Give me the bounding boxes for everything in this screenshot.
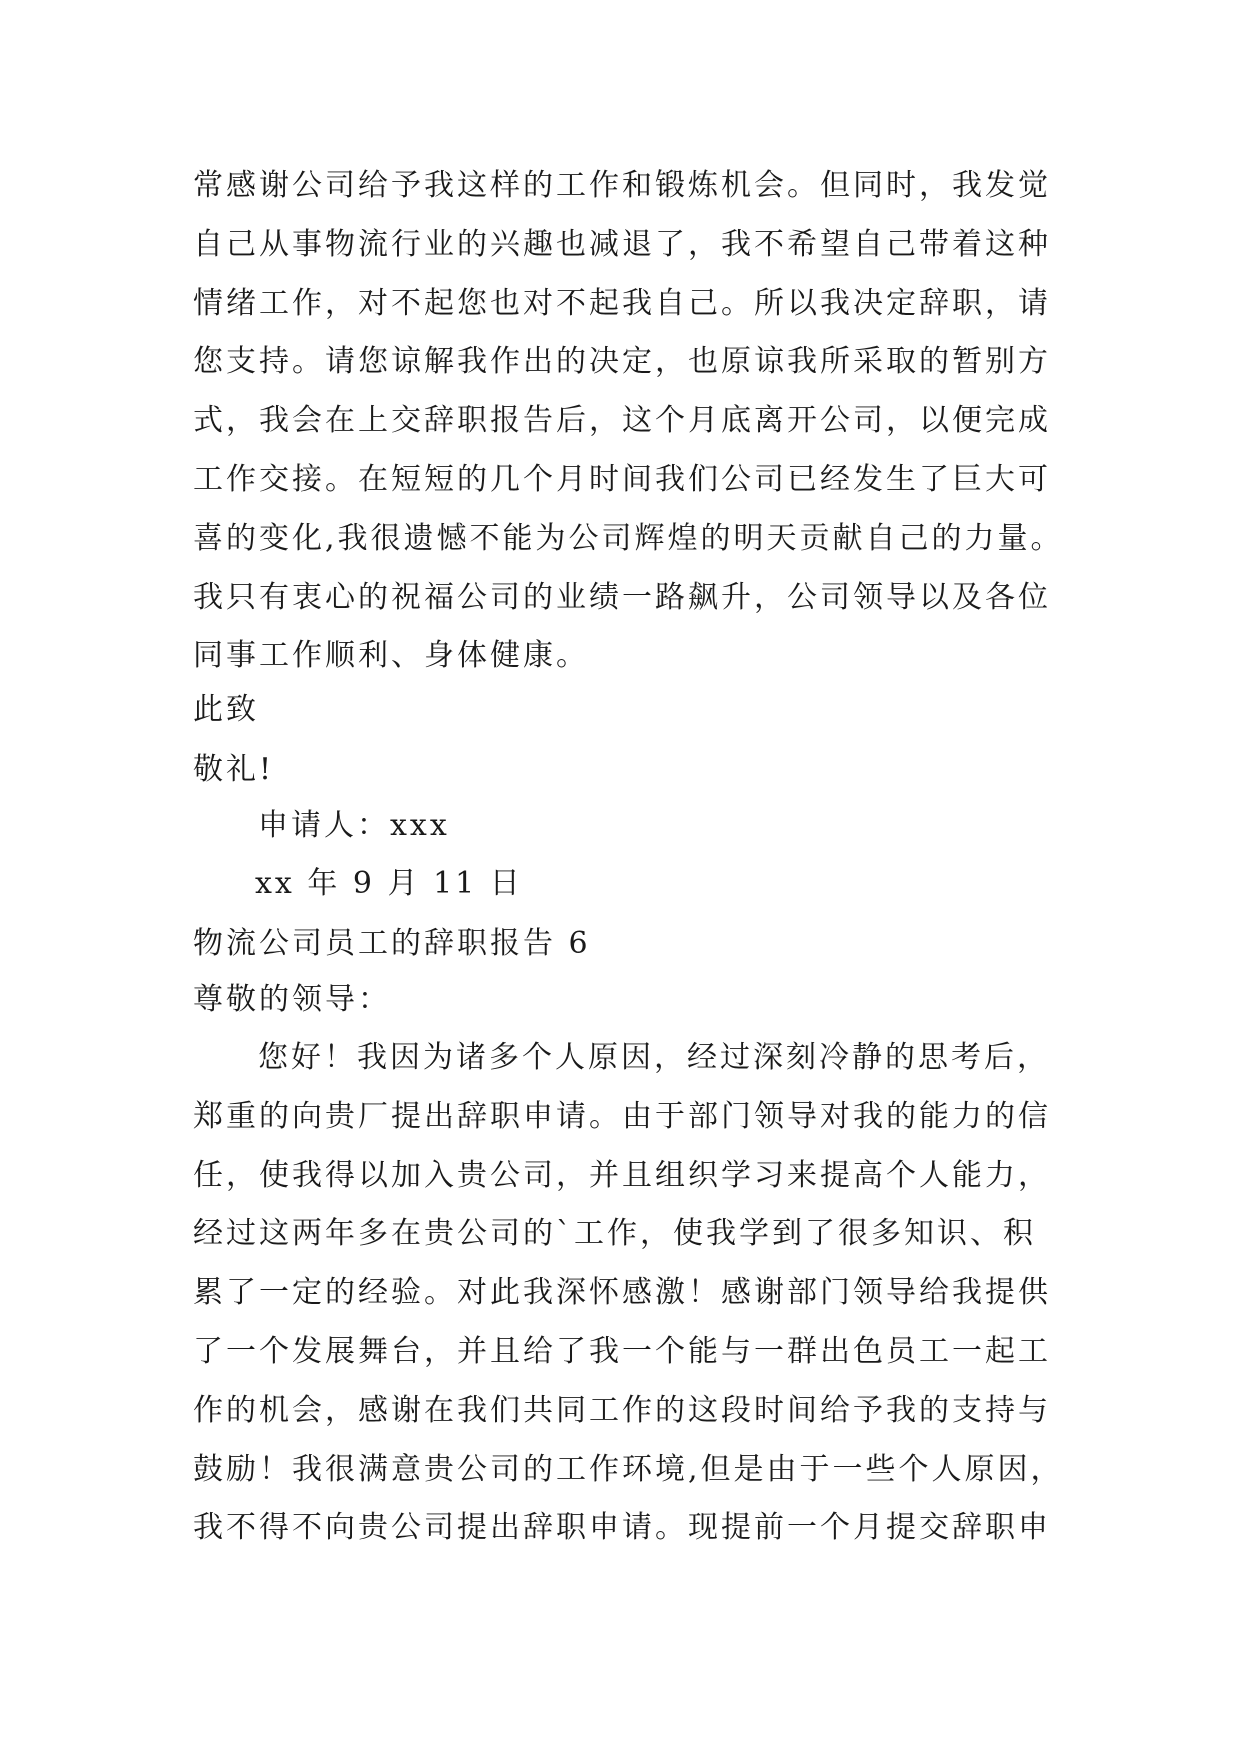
section-title: 物流公司员工的辞职报告 6 [193, 926, 591, 961]
paragraph-line: 常感谢公司给予我这样的工作和锻炼机会。但同时，我发觉 [193, 168, 1051, 203]
paragraph-line: 您支持。请您谅解我作出的决定，也原谅我所采取的暂别方 [193, 344, 1051, 380]
paragraph-line: 式，我会在上交辞职报告后，这个月底离开公司，以便完成 [193, 403, 1051, 439]
paragraph-line: 了一个发展舞台，并且给了我一个能与一群出色员工一起工 [193, 1333, 1051, 1369]
paragraph-line: 任，使我得以加入贵公司，并且组织学习来提高个人能力， [193, 1157, 1051, 1193]
paragraph-line: 我不得不向贵公司提出辞职申请。现提前一个月提交辞职申 [193, 1510, 1051, 1546]
paragraph-line: 自己从事物流行业的兴趣也减退了，我不希望自己带着这种 [193, 226, 1051, 262]
paragraph-line: 作的机会，感谢在我们共同工作的这段时间给予我的支持与 [193, 1392, 1051, 1428]
date-line: xx 年 9 月 11 日 [255, 866, 523, 901]
paragraph-continuation [193, 157, 1064, 686]
paragraph-line: 您好！我因为诸多个人原因，经过深刻冷静的思考后， [258, 1040, 1050, 1075]
resignation-paragraph [193, 1029, 1064, 1558]
paragraph-line: 鼓励！我很满意贵公司的工作环境,但是由于一些个人原因， [193, 1451, 1064, 1487]
paragraph-line: 同事工作顺利、身体健康。 [193, 638, 589, 674]
paragraph-line: 累了一定的经验。对此我深怀感激！感谢部门领导给我提供 [193, 1275, 1051, 1311]
greeting-line: 尊敬的领导： [193, 982, 391, 1017]
paragraph-line: 郑重的向贵厂提出辞职申请。由于部门领导对我的能力的信 [193, 1098, 1051, 1134]
closing-text: 此致 [193, 692, 259, 727]
salute-text: 敬礼! [193, 752, 275, 787]
paragraph-line: 工作交接。在短短的几个月时间我们公司已经发生了巨大可 [193, 461, 1051, 497]
paragraph-line: 情绪工作，对不起您也对不起我自己。所以我决定辞职，请 [193, 285, 1051, 321]
paragraph-line: 经过这两年多在贵公司的`工作，使我学到了很多知识、积 [193, 1216, 1036, 1252]
paragraph-line: 喜的变化,我很遗憾不能为公司辉煌的明天贡献自己的力量。 [193, 520, 1064, 556]
paragraph-line: 我只有衷心的祝福公司的业绩一路飙升，公司领导以及各位 [193, 579, 1051, 615]
applicant-line: 申请人：xxx [258, 808, 450, 843]
